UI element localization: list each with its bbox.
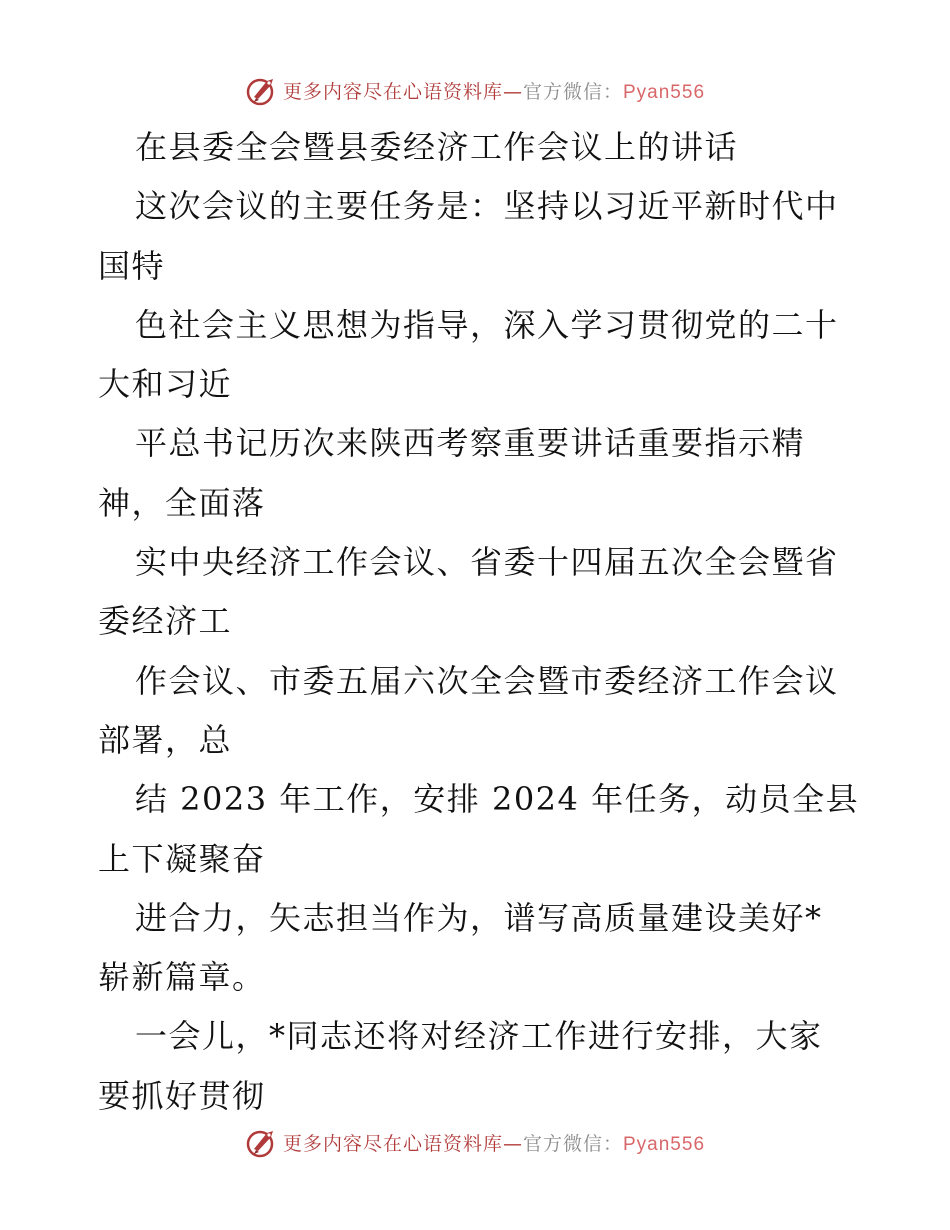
header-banner-wechat: 官方微信： (522, 80, 623, 103)
text-line: 这次会议的主要任务是：坚持以习近平新时代中 (135, 187, 839, 226)
text-line: 上下凝聚奋 (98, 839, 266, 878)
text-line: 色社会主义思想为指导，深入学习贯彻党的二十 (135, 305, 839, 344)
footer-banner-main: 更多内容尽在心语资料库 (282, 1132, 503, 1155)
footer-watermark-banner (0, 1122, 950, 1162)
footer-banner-wechat: 官方微信： (522, 1132, 623, 1155)
pen-nib-logo-icon (245, 73, 279, 107)
text-line: 实中央经济工作会议、省委十四届五次全会暨省 (135, 543, 839, 582)
header-banner-id: Pyan556 (623, 81, 706, 103)
text-line: 委经济工 (98, 602, 233, 641)
pen-nib-logo-icon (245, 1125, 279, 1159)
text-line: 进合力，矢志担当作为，谱写高质量建设美好* (135, 898, 823, 937)
text-line: 国特 (98, 246, 166, 285)
header-banner-main: 更多内容尽在心语资料库 (282, 80, 503, 103)
text-line: 部署，总 (98, 720, 233, 759)
text-line: 平总书记历次来陕西考察重要讲话重要指示精 (135, 424, 806, 463)
footer-banner-id: Pyan556 (623, 1133, 706, 1155)
footer-banner-dash: — (502, 1132, 523, 1155)
text-line: 神，全面落 (98, 483, 266, 522)
text-line: 大和习近 (98, 365, 233, 404)
text-line: 结 2023 年工作，安排 2024 年任务，动员全县 (135, 780, 860, 819)
header-banner-dash: — (502, 80, 523, 103)
text-line: 一会儿，*同志还将对经济工作进行安排，大家 (135, 1017, 823, 1056)
footer-banner-text (283, 1129, 705, 1156)
header-watermark-banner (0, 70, 950, 110)
text-line: 要抓好贯彻 (98, 1076, 266, 1115)
document-title: 在县委全会暨县委经济工作会议上的讲话 (135, 128, 739, 166)
document-body (98, 118, 858, 1126)
header-banner-text (283, 77, 705, 104)
text-line: 崭新篇章。 (98, 958, 266, 997)
text-line: 作会议、市委五届六次全会暨市委经济工作会议 (135, 661, 839, 700)
